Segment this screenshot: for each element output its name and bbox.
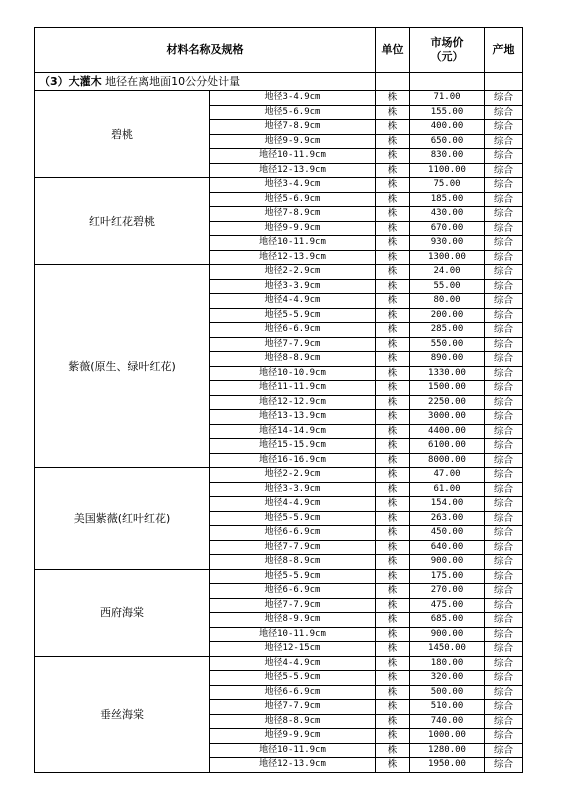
origin-cell: 综合 — [485, 671, 523, 686]
unit-cell: 株 — [376, 381, 410, 396]
spec-cell: 地径8-9.9cm — [210, 613, 376, 628]
spec-cell: 地径5-5.9cm — [210, 511, 376, 526]
price-cell: 185.00 — [410, 192, 485, 207]
spec-cell: 地径6-6.9cm — [210, 323, 376, 338]
price-cell: 740.00 — [410, 714, 485, 729]
price-cell: 175.00 — [410, 569, 485, 584]
spec-cell: 地径3-4.9cm — [210, 178, 376, 193]
price-cell: 1100.00 — [410, 163, 485, 178]
section-blank-unit — [376, 73, 410, 91]
origin-cell: 综合 — [485, 468, 523, 483]
unit-cell: 株 — [376, 439, 410, 454]
origin-cell: 综合 — [485, 279, 523, 294]
spec-cell: 地径10-11.9cm — [210, 627, 376, 642]
unit-cell: 株 — [376, 642, 410, 657]
unit-cell: 株 — [376, 584, 410, 599]
unit-cell: 株 — [376, 685, 410, 700]
section-row — [35, 73, 523, 91]
spec-cell: 地径7-8.9cm — [210, 207, 376, 222]
origin-cell: 综合 — [485, 584, 523, 599]
spec-cell: 地径11-11.9cm — [210, 381, 376, 396]
unit-cell: 株 — [376, 178, 410, 193]
price-cell: 270.00 — [410, 584, 485, 599]
price-cell: 263.00 — [410, 511, 485, 526]
spec-cell: 地径7-7.9cm — [210, 700, 376, 715]
price-cell: 1950.00 — [410, 758, 485, 773]
spec-cell: 地径3-3.9cm — [210, 279, 376, 294]
price-cell: 1280.00 — [410, 743, 485, 758]
price-cell: 8000.00 — [410, 453, 485, 468]
unit-cell: 株 — [376, 294, 410, 309]
spec-cell: 地径7-8.9cm — [210, 120, 376, 135]
price-cell: 61.00 — [410, 482, 485, 497]
spec-cell: 地径5-6.9cm — [210, 192, 376, 207]
origin-cell: 综合 — [485, 105, 523, 120]
origin-cell: 综合 — [485, 134, 523, 149]
unit-cell: 株 — [376, 700, 410, 715]
spec-cell: 地径12-15cm — [210, 642, 376, 657]
price-cell: 200.00 — [410, 308, 485, 323]
unit-cell: 株 — [376, 424, 410, 439]
origin-cell: 综合 — [485, 381, 523, 396]
origin-cell: 综合 — [485, 337, 523, 352]
origin-cell: 综合 — [485, 366, 523, 381]
origin-cell: 综合 — [485, 294, 523, 309]
spec-cell: 地径10-11.9cm — [210, 236, 376, 251]
origin-cell: 综合 — [485, 700, 523, 715]
price-cell: 650.00 — [410, 134, 485, 149]
unit-cell: 株 — [376, 540, 410, 555]
unit-cell: 株 — [376, 395, 410, 410]
price-cell: 2250.00 — [410, 395, 485, 410]
origin-cell: 综合 — [485, 410, 523, 425]
origin-cell: 综合 — [485, 265, 523, 280]
origin-cell: 综合 — [485, 453, 523, 468]
spec-cell: 地径2-2.9cm — [210, 468, 376, 483]
unit-cell: 株 — [376, 497, 410, 512]
price-cell: 4400.00 — [410, 424, 485, 439]
unit-cell: 株 — [376, 758, 410, 773]
plant-name: 碧桃 — [35, 91, 210, 178]
price-cell: 180.00 — [410, 656, 485, 671]
spec-cell: 地径9-9.9cm — [210, 134, 376, 149]
origin-cell: 综合 — [485, 178, 523, 193]
spec-cell: 地径9-9.9cm — [210, 221, 376, 236]
price-cell: 1000.00 — [410, 729, 485, 744]
unit-cell: 株 — [376, 671, 410, 686]
unit-cell: 株 — [376, 569, 410, 584]
price-cell: 1330.00 — [410, 366, 485, 381]
unit-cell: 株 — [376, 714, 410, 729]
section-label: （3）大灌木 — [39, 75, 102, 88]
unit-cell: 株 — [376, 511, 410, 526]
price-cell: 71.00 — [410, 91, 485, 106]
spec-cell: 地径5-5.9cm — [210, 569, 376, 584]
price-cell: 450.00 — [410, 526, 485, 541]
table-row — [35, 91, 523, 106]
spec-cell: 地径6-6.9cm — [210, 526, 376, 541]
origin-cell: 综合 — [485, 439, 523, 454]
plant-name: 垂丝海棠 — [35, 656, 210, 772]
spec-cell: 地径12-13.9cm — [210, 250, 376, 265]
spec-cell: 地径14-14.9cm — [210, 424, 376, 439]
table-row — [35, 178, 523, 193]
unit-cell: 株 — [376, 366, 410, 381]
origin-cell: 综合 — [485, 555, 523, 570]
spec-cell: 地径12-13.9cm — [210, 758, 376, 773]
origin-cell: 综合 — [485, 569, 523, 584]
spec-cell: 地径5-5.9cm — [210, 671, 376, 686]
unit-cell: 株 — [376, 743, 410, 758]
price-cell: 930.00 — [410, 236, 485, 251]
spec-cell: 地径15-15.9cm — [210, 439, 376, 454]
price-cell: 900.00 — [410, 627, 485, 642]
unit-cell: 株 — [376, 555, 410, 570]
spec-cell: 地径8-8.9cm — [210, 555, 376, 570]
header-name: 材料名称及规格 — [35, 28, 376, 73]
unit-cell: 株 — [376, 250, 410, 265]
unit-cell: 株 — [376, 526, 410, 541]
unit-cell: 株 — [376, 729, 410, 744]
origin-cell: 综合 — [485, 540, 523, 555]
price-cell: 154.00 — [410, 497, 485, 512]
section-note: 地径在离地面10公分处计量 — [105, 75, 241, 88]
unit-cell: 株 — [376, 105, 410, 120]
spec-cell: 地径7-7.9cm — [210, 337, 376, 352]
unit-cell: 株 — [376, 163, 410, 178]
unit-cell: 株 — [376, 221, 410, 236]
section-blank-price — [410, 73, 485, 91]
price-cell: 1500.00 — [410, 381, 485, 396]
header-origin: 产地 — [485, 28, 523, 73]
unit-cell: 株 — [376, 91, 410, 106]
origin-cell: 综合 — [485, 120, 523, 135]
origin-cell: 综合 — [485, 497, 523, 512]
spec-cell: 地径13-13.9cm — [210, 410, 376, 425]
origin-cell: 综合 — [485, 714, 523, 729]
plant-name: 红叶红花碧桃 — [35, 178, 210, 265]
price-cell: 400.00 — [410, 120, 485, 135]
unit-cell: 株 — [376, 323, 410, 338]
unit-cell: 株 — [376, 149, 410, 164]
origin-cell: 综合 — [485, 395, 523, 410]
spec-cell: 地径3-3.9cm — [210, 482, 376, 497]
price-cell: 900.00 — [410, 555, 485, 570]
unit-cell: 株 — [376, 482, 410, 497]
plant-name: 紫薇(原生、绿叶红花) — [35, 265, 210, 468]
unit-cell: 株 — [376, 598, 410, 613]
origin-cell: 综合 — [485, 613, 523, 628]
unit-cell: 株 — [376, 410, 410, 425]
price-cell: 1450.00 — [410, 642, 485, 657]
origin-cell: 综合 — [485, 598, 523, 613]
origin-cell: 综合 — [485, 424, 523, 439]
unit-cell: 株 — [376, 265, 410, 280]
origin-cell: 综合 — [485, 250, 523, 265]
section-blank-origin — [485, 73, 523, 91]
spec-cell: 地径5-6.9cm — [210, 105, 376, 120]
spec-cell: 地径6-6.9cm — [210, 685, 376, 700]
price-cell: 430.00 — [410, 207, 485, 222]
origin-cell: 综合 — [485, 221, 523, 236]
origin-cell: 综合 — [485, 163, 523, 178]
origin-cell: 综合 — [485, 323, 523, 338]
origin-cell: 综合 — [485, 308, 523, 323]
unit-cell: 株 — [376, 192, 410, 207]
section-title — [35, 73, 376, 91]
spec-cell: 地径4-4.9cm — [210, 656, 376, 671]
unit-cell: 株 — [376, 134, 410, 149]
price-cell: 510.00 — [410, 700, 485, 715]
price-cell: 47.00 — [410, 468, 485, 483]
unit-cell: 株 — [376, 308, 410, 323]
unit-cell: 株 — [376, 120, 410, 135]
price-cell: 475.00 — [410, 598, 485, 613]
unit-cell: 株 — [376, 352, 410, 367]
origin-cell: 综合 — [485, 192, 523, 207]
header-price-line1: 市场价 — [430, 36, 464, 49]
origin-cell: 综合 — [485, 352, 523, 367]
price-cell: 155.00 — [410, 105, 485, 120]
unit-cell: 株 — [376, 337, 410, 352]
spec-cell: 地径16-16.9cm — [210, 453, 376, 468]
spec-cell: 地径2-2.9cm — [210, 265, 376, 280]
price-cell: 75.00 — [410, 178, 485, 193]
price-cell: 890.00 — [410, 352, 485, 367]
price-cell: 80.00 — [410, 294, 485, 309]
header-row — [35, 28, 523, 73]
origin-cell: 综合 — [485, 729, 523, 744]
price-cell: 1300.00 — [410, 250, 485, 265]
table-row — [35, 569, 523, 584]
origin-cell: 综合 — [485, 758, 523, 773]
header-price — [410, 28, 485, 73]
origin-cell: 综合 — [485, 656, 523, 671]
price-cell: 285.00 — [410, 323, 485, 338]
unit-cell: 株 — [376, 468, 410, 483]
unit-cell: 株 — [376, 279, 410, 294]
spec-cell: 地径7-7.9cm — [210, 540, 376, 555]
unit-cell: 株 — [376, 207, 410, 222]
spec-cell: 地径4-4.9cm — [210, 497, 376, 512]
plant-name: 西府海棠 — [35, 569, 210, 656]
spec-cell: 地径9-9.9cm — [210, 729, 376, 744]
price-cell: 685.00 — [410, 613, 485, 628]
price-cell: 24.00 — [410, 265, 485, 280]
price-cell: 6100.00 — [410, 439, 485, 454]
unit-cell: 株 — [376, 613, 410, 628]
price-cell: 640.00 — [410, 540, 485, 555]
origin-cell: 综合 — [485, 236, 523, 251]
spec-cell: 地径8-8.9cm — [210, 352, 376, 367]
header-unit: 单位 — [376, 28, 410, 73]
spec-cell: 地径4-4.9cm — [210, 294, 376, 309]
origin-cell: 综合 — [485, 91, 523, 106]
origin-cell: 综合 — [485, 482, 523, 497]
unit-cell: 株 — [376, 453, 410, 468]
spec-cell: 地径8-8.9cm — [210, 714, 376, 729]
price-cell: 670.00 — [410, 221, 485, 236]
origin-cell: 综合 — [485, 642, 523, 657]
spec-cell: 地径10-10.9cm — [210, 366, 376, 381]
spec-cell: 地径6-6.9cm — [210, 584, 376, 599]
price-table — [34, 27, 523, 773]
price-cell: 830.00 — [410, 149, 485, 164]
table-row — [35, 468, 523, 483]
spec-cell: 地径7-7.9cm — [210, 598, 376, 613]
price-sheet — [34, 27, 523, 773]
price-cell: 500.00 — [410, 685, 485, 700]
unit-cell: 株 — [376, 656, 410, 671]
table-row — [35, 265, 523, 280]
price-cell: 55.00 — [410, 279, 485, 294]
price-cell: 320.00 — [410, 671, 485, 686]
spec-cell: 地径5-5.9cm — [210, 308, 376, 323]
unit-cell: 株 — [376, 627, 410, 642]
origin-cell: 综合 — [485, 743, 523, 758]
origin-cell: 综合 — [485, 511, 523, 526]
spec-cell: 地径10-11.9cm — [210, 743, 376, 758]
unit-cell: 株 — [376, 236, 410, 251]
origin-cell: 综合 — [485, 526, 523, 541]
price-cell: 3000.00 — [410, 410, 485, 425]
origin-cell: 综合 — [485, 149, 523, 164]
spec-cell: 地径12-12.9cm — [210, 395, 376, 410]
origin-cell: 综合 — [485, 207, 523, 222]
spec-cell: 地径10-11.9cm — [210, 149, 376, 164]
origin-cell: 综合 — [485, 627, 523, 642]
table-row — [35, 656, 523, 671]
price-cell: 550.00 — [410, 337, 485, 352]
plant-name: 美国紫薇(红叶红花) — [35, 468, 210, 570]
header-price-line2: （元） — [430, 50, 464, 63]
origin-cell: 综合 — [485, 685, 523, 700]
spec-cell: 地径12-13.9cm — [210, 163, 376, 178]
spec-cell: 地径3-4.9cm — [210, 91, 376, 106]
